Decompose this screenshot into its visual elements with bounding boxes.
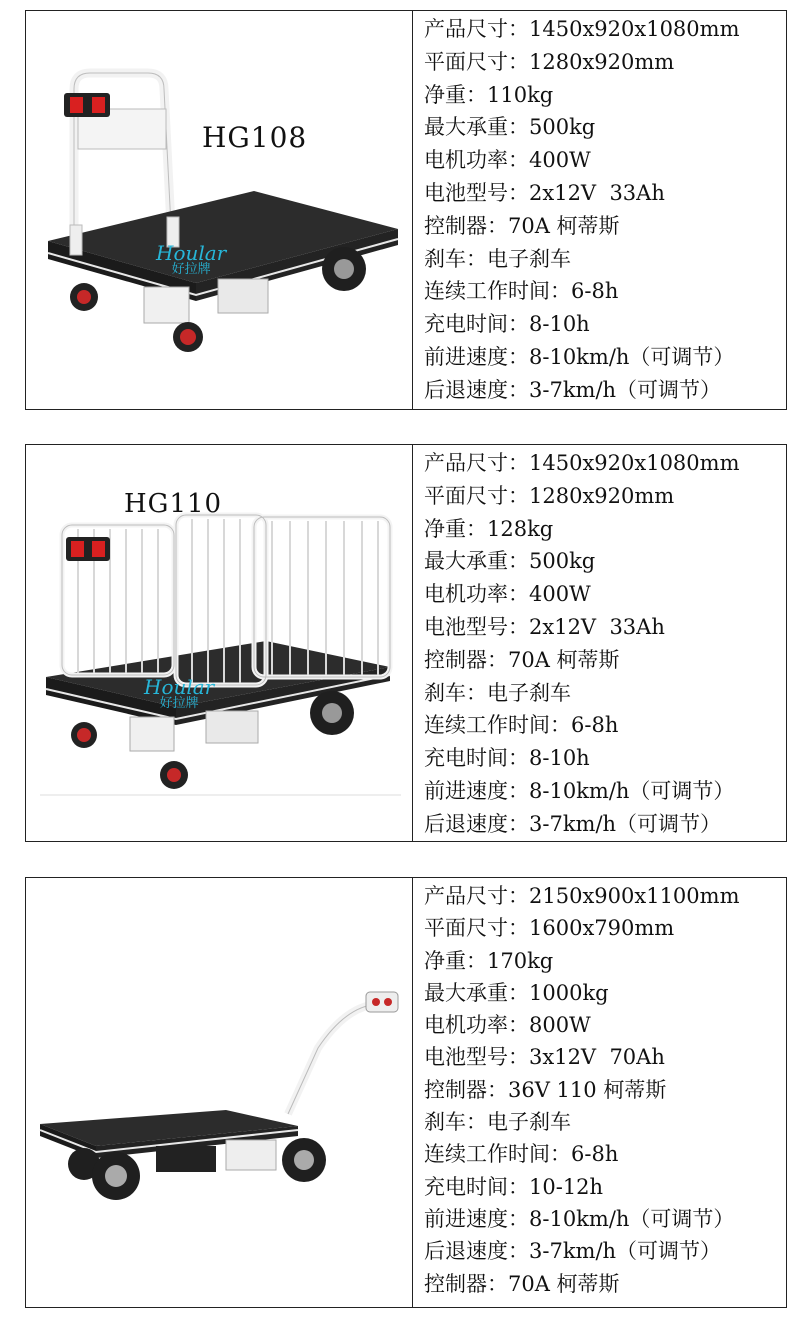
spec-row: 平面尺寸：1280x920mm bbox=[424, 49, 675, 74]
spec-row: 前进速度：8-10km/h（可调节） bbox=[424, 1206, 735, 1231]
brand-cn-text: 好拉牌 bbox=[159, 696, 199, 711]
spec-row: 产品尺寸：1450x920x1080mm bbox=[424, 451, 740, 475]
spec-row: 平面尺寸：1600x790mm bbox=[424, 916, 675, 941]
brand-logo bbox=[156, 243, 226, 276]
spec-row: 控制器：70A 柯蒂斯 bbox=[424, 213, 620, 238]
product-image-tow-cart bbox=[26, 878, 413, 1307]
spec-row: 连续工作时间：6-8h bbox=[424, 279, 619, 304]
spec-row: 净重：170kg bbox=[424, 948, 554, 973]
spec-row: 刹车：电子刹车 bbox=[424, 246, 571, 271]
spec-list bbox=[413, 878, 786, 1307]
product-image-hg108 bbox=[26, 11, 413, 409]
model-label: HG108 bbox=[202, 121, 308, 154]
spec-row: 最大承重：500kg bbox=[424, 549, 596, 574]
spec-row: 电池型号：2x12V 33Ah bbox=[424, 614, 665, 639]
spec-row: 充电时间：10-12h bbox=[424, 1174, 604, 1199]
spec-row: 前进速度：8-10km/h（可调节） bbox=[424, 344, 735, 369]
spec-row: 连续工作时间：6-8h bbox=[424, 713, 619, 738]
product-card-hg110 bbox=[25, 444, 787, 842]
spec-row: 产品尺寸：1450x920x1080mm bbox=[424, 17, 740, 41]
spec-row: 电池型号：3x12V 70Ah bbox=[424, 1045, 665, 1070]
brand-logo-text: Hoular bbox=[144, 675, 215, 699]
spec-row: 充电时间：8-10h bbox=[424, 312, 590, 337]
model-label: HG110 bbox=[124, 489, 223, 519]
spec-list bbox=[413, 445, 786, 841]
spec-row: 电机功率：400W bbox=[424, 582, 591, 607]
spec-row: 刹车：电子刹车 bbox=[424, 680, 571, 705]
spec-row: 电池型号：2x12V 33Ah bbox=[424, 180, 665, 205]
spec-row: 连续工作时间：6-8h bbox=[424, 1142, 619, 1167]
product-card-hg108 bbox=[25, 10, 787, 410]
spec-row: 电机功率：800W bbox=[424, 1013, 591, 1038]
spec-list bbox=[413, 11, 786, 409]
spec-row: 产品尺寸：2150x900x1100mm bbox=[424, 884, 740, 908]
spec-row: 控制器：36V 110 柯蒂斯 bbox=[424, 1077, 667, 1102]
brand-cn-text: 好拉牌 bbox=[171, 262, 211, 277]
spec-row: 后退速度：3-7km/h（可调节） bbox=[424, 811, 722, 836]
spec-row: 电机功率：400W bbox=[424, 148, 591, 173]
spec-row: 控制器：70A 柯蒂斯 bbox=[424, 647, 620, 672]
brand-logo-text: Hoular bbox=[156, 241, 227, 265]
product-image-hg110 bbox=[26, 445, 413, 841]
spec-row: 平面尺寸：1280x920mm bbox=[424, 483, 675, 508]
product-card-tow-cart bbox=[25, 877, 787, 1308]
spec-row: 刹车：电子刹车 bbox=[424, 1110, 571, 1135]
spec-row: 控制器：70A 柯蒂斯 bbox=[424, 1271, 620, 1296]
spec-row: 最大承重：1000kg bbox=[424, 980, 609, 1005]
spec-row: 后退速度：3-7km/h（可调节） bbox=[424, 1239, 722, 1264]
spec-row: 充电时间：8-10h bbox=[424, 746, 590, 771]
spec-row: 前进速度：8-10km/h（可调节） bbox=[424, 778, 735, 803]
spec-row: 最大承重：500kg bbox=[424, 115, 596, 140]
spec-row: 后退速度：3-7km/h（可调节） bbox=[424, 377, 722, 402]
spec-row: 净重：128kg bbox=[424, 516, 554, 541]
spec-row: 净重：110kg bbox=[424, 82, 554, 107]
platform-cart-illustration bbox=[26, 11, 413, 409]
brand-logo bbox=[144, 677, 214, 710]
tow-cart-illustration bbox=[26, 878, 413, 1307]
